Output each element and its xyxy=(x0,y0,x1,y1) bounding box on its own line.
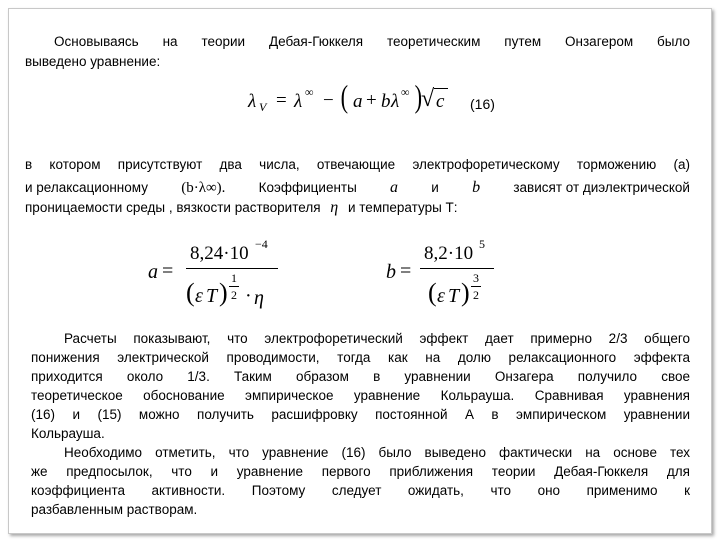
eq16-c: c xyxy=(436,91,445,112)
para1-line-6: Кольрауша. xyxy=(31,426,105,441)
middle-line-2-math: (b·λ∞). xyxy=(181,180,226,196)
eq16-a: a xyxy=(353,91,363,112)
eq16-plus: + xyxy=(366,90,377,111)
formula-b-paren-close: ) xyxy=(461,278,470,307)
formula-b-exp-bar xyxy=(471,286,481,287)
formula-a-exp-den: 2 xyxy=(231,288,237,302)
eq16-minus: − xyxy=(323,90,334,111)
middle-line-3-part2: и температуры Т: xyxy=(347,200,458,215)
eq16-lambda: λ xyxy=(248,91,257,112)
eq16-sqrt-bar xyxy=(434,88,448,89)
formula-a-times: · xyxy=(245,285,252,307)
formula-b-numerator: 8,2·10 xyxy=(424,243,474,264)
eq16-b: b xyxy=(381,91,391,112)
middle-line-2-part1: и релаксационному xyxy=(25,180,148,195)
middle-line-2-part2: Коэффициенты xyxy=(258,180,357,195)
eq16-inf: ∞ xyxy=(305,85,314,99)
formula-a-numerator: 8,24·10 xyxy=(190,243,249,264)
para2-line-2: же предпосылок, что и уравнение первого приближения теории Дебая-Гюккеля для xyxy=(31,464,690,479)
eq16-lambda-inf: λ xyxy=(294,91,303,112)
para1-line-5: (16) и (15) можно получить расшифровку постоянной А в эмпирическом уравнении xyxy=(31,407,690,422)
formula-b-equals: = xyxy=(400,260,412,282)
formula-b-fraction-bar xyxy=(420,268,494,269)
formula-b-paren-open: ( xyxy=(428,278,437,307)
eta-symbol: η xyxy=(330,199,339,216)
middle-line-3 xyxy=(25,199,458,217)
eq16-paren-open: ( xyxy=(340,78,349,114)
formula-b xyxy=(386,238,506,314)
para2-line-1: Необходимо отметить, что уравнение (16) было выведено фактически на основе тех xyxy=(64,445,690,460)
eq16-inf-2: ∞ xyxy=(401,85,410,99)
para2-line-4: разбавленным растворам. xyxy=(31,502,198,517)
formula-a xyxy=(148,238,298,314)
para1-line-4: теоретическое обоснование эмпирическое уравнение Кольрауша. Сравнивая уравнения xyxy=(31,388,690,403)
formula-a-paren-open: ( xyxy=(186,278,195,307)
formula-b-T: T xyxy=(448,285,460,307)
formula-b-lhs: b xyxy=(386,261,396,283)
para1-line-1: Расчеты показывают, что электрофоретический эффект дает примерно 2/3 общего xyxy=(64,331,690,346)
para1-line-2: понижения электрической проводимости, тогда как на долю релаксационного эффекта xyxy=(31,350,690,365)
middle-line-2-part3: зависят от диэлектрической xyxy=(513,180,690,195)
formula-a-num-exp: −4 xyxy=(255,237,268,251)
coef-b-symbol: b xyxy=(472,179,481,196)
eq16-paren-close: ) xyxy=(414,78,423,114)
intro-line-1: Основываясь на теории Дебая-Гюккеля теоретическим путем Онзагером было xyxy=(54,34,690,49)
eq16-sub-v: V xyxy=(259,100,267,114)
middle-line-3-part1: проницаемости среды , вязкости растворителя xyxy=(25,200,321,215)
formula-a-exp-num: 1 xyxy=(231,271,237,285)
coef-a-symbol: а xyxy=(390,179,399,196)
formula-a-equals: = xyxy=(162,260,174,282)
formula-a-exp-bar xyxy=(229,286,239,287)
eq16-equals: = xyxy=(276,90,287,111)
middle-line-2 xyxy=(25,179,690,197)
middle-and: и xyxy=(431,180,439,195)
formula-b-exp-num: 3 xyxy=(473,271,479,285)
formula-a-fraction-bar xyxy=(186,268,278,269)
formula-b-eps: ε xyxy=(437,285,445,307)
middle-line-1: в котором присутствуют два числа, отвечающие электрофоретическому торможению (а) xyxy=(25,157,690,172)
formula-a-lhs: a xyxy=(148,261,158,283)
formula-b-num-exp: 5 xyxy=(479,237,485,251)
formula-a-paren-close: ) xyxy=(219,278,228,307)
formula-a-eta: η xyxy=(254,287,264,309)
formula-b-exp-den: 2 xyxy=(473,288,479,302)
formula-a-eps: ε xyxy=(195,285,203,307)
eq16-lambda-2: λ xyxy=(391,91,400,112)
para2-line-3: коэффициента активности. Поэтому следует ожидать, что оно применимо к xyxy=(31,483,690,498)
para1-line-3: приходится около 1/3. Таким образом в уравнении Онзагера получило свое xyxy=(31,369,690,384)
formula-a-T: T xyxy=(206,285,218,307)
equation-16 xyxy=(248,78,448,124)
intro-line-2: выведено уравнение: xyxy=(25,54,161,69)
eq16-sqrt: √ xyxy=(421,86,435,112)
eq16-tag: (16) xyxy=(470,96,495,112)
